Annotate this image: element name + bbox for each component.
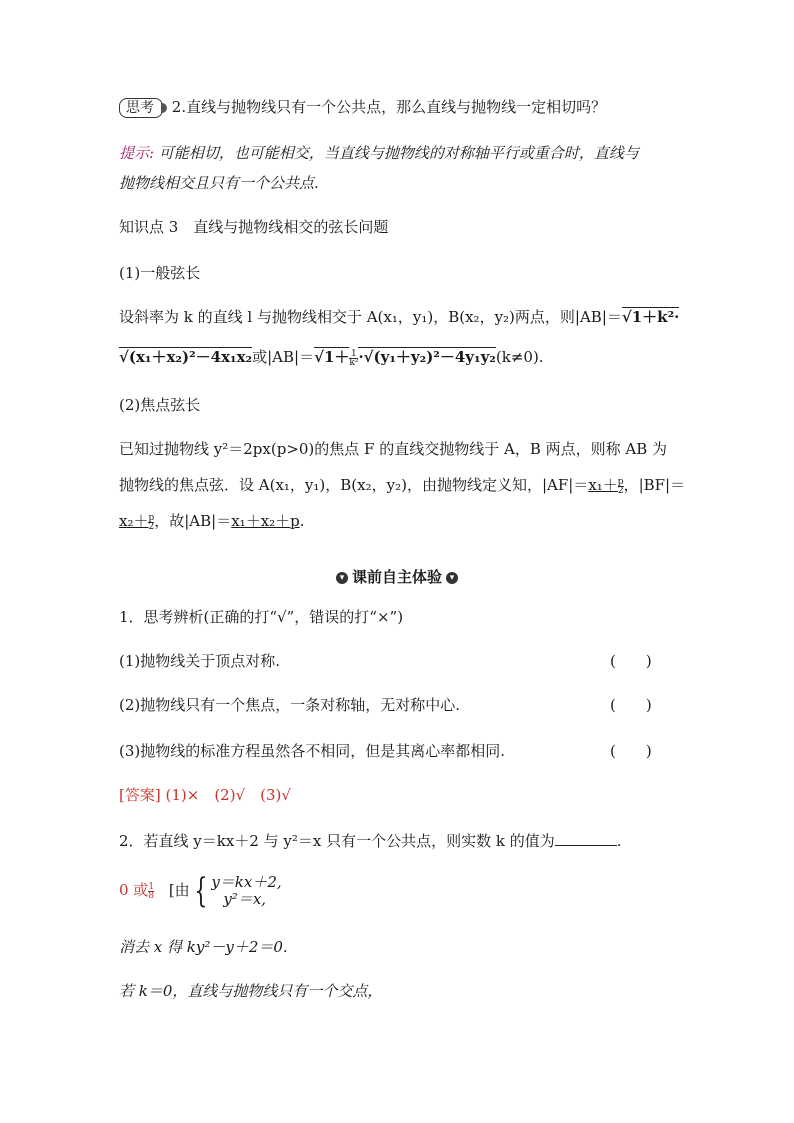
solution-line-3: 消去 x 得 ky²－y＋2＝0. xyxy=(119,938,288,956)
knowledge-title: 知识点 3 直线与抛物线相交的弦长问题 xyxy=(119,218,389,236)
system-eq-1: y＝kx＋2, xyxy=(211,873,282,891)
hint-label: 提示: xyxy=(119,144,155,162)
q1-item-1: (1)抛物线关于顶点对称. xyxy=(119,652,281,670)
bf-text: ，|BF|＝ xyxy=(623,476,686,494)
q1-item-3-paren: ( ) xyxy=(610,742,652,760)
focal-chord-line-1: 已知过抛物线 y²＝2px(p>0)的焦点 F 的直线交抛物线于 A，B 两点，则称 AB 为 xyxy=(119,440,668,458)
equation-system xyxy=(211,874,281,908)
frac-num: p xyxy=(148,512,155,523)
frac-den: 2 xyxy=(617,485,624,496)
chevron-down-icon: ▾ xyxy=(336,572,348,584)
brace: { xyxy=(194,871,207,911)
k-condition: (k≠0). xyxy=(495,348,544,366)
ab-answer: x₁＋x₂＋p xyxy=(231,512,300,530)
sub-heading-focal-chord: (2)焦点弦长 xyxy=(119,396,201,414)
q1-item-1-paren: ( ) xyxy=(610,652,652,670)
frac-den: k² xyxy=(349,357,359,368)
solution-line-4: 若 k＝0，直线与抛物线只有一个交点， xyxy=(119,982,383,1000)
system-eq-2: y²＝x, xyxy=(223,890,267,908)
general-chord-line-1 xyxy=(119,306,679,328)
think-question-line xyxy=(119,96,606,118)
section-title: 课前自主体验 xyxy=(351,568,442,586)
think-badge: 思考 xyxy=(119,98,163,118)
frac-num: 1 xyxy=(148,881,155,892)
focal-chord-line-2 xyxy=(119,474,685,496)
general-chord-text: 设斜率为 k 的直线 l 与抛物线相交于 A(x₁，y₁)，B(x₂，y₂)两点，则|AB|＝ xyxy=(119,308,622,326)
or-text: 或|AB|＝ xyxy=(252,348,315,366)
focal-text-a: 抛物线的焦点弦．设 A(x₁，y₁)，B(x₂，y₂)，由抛物线定义知，|AF|＝ xyxy=(119,476,589,494)
think-question: 2.直线与抛物线只有一个公共点，那么直线与抛物线一定相切吗？ xyxy=(171,98,607,116)
q1-item-2-paren: ( ) xyxy=(610,696,652,714)
q1-item-3: (3)抛物线的标准方程虽然各不相同，但是其离心率都相同. xyxy=(119,742,506,760)
hint-line-1 xyxy=(119,142,639,164)
answer-blank xyxy=(555,831,617,846)
sqrt-expr-1: √1＋k²· xyxy=(621,308,680,326)
sqrt-expr-4: ·√(y₁＋y₂)²－4y₁y₂ xyxy=(358,348,496,366)
q1-answer-line xyxy=(119,784,291,806)
af-expr: x₁＋ xyxy=(588,476,618,494)
q2-answer-line xyxy=(119,871,282,911)
period: . xyxy=(299,512,305,530)
q1-stem: 1．思考辨析(正确的打“√”，错误的打“×”) xyxy=(119,608,404,626)
focal-chord-line-3 xyxy=(119,510,305,532)
frac-den: 8 xyxy=(148,890,155,901)
frac-num: p xyxy=(617,476,624,487)
sqrt-expr-3: √1＋ xyxy=(314,348,350,366)
bf-answer xyxy=(119,512,154,530)
solution-open: [由 xyxy=(168,881,190,899)
hint-text-1: 可能相切，也可能相交，当直线与抛物线的对称轴平行或重合时，直线与 xyxy=(158,144,639,162)
q1-answer: (1)× (2)√ (3)√ xyxy=(165,786,291,804)
section-title-bar xyxy=(0,566,794,587)
sqrt-expr-2: √(x₁＋x₂)²－4x₁x₂ xyxy=(119,348,253,366)
q1-item-2: (2)抛物线只有一个焦点，一条对称轴，无对称中心. xyxy=(119,696,461,714)
q2-stem xyxy=(119,830,622,852)
q2-answer xyxy=(119,881,154,899)
af-answer xyxy=(588,476,623,494)
bf-expr: x₂＋ xyxy=(119,512,149,530)
q2-answer-text: 0 或 xyxy=(119,881,149,899)
sub-heading-general-chord: (1)一般弦长 xyxy=(119,264,201,282)
chevron-down-icon: ▾ xyxy=(446,572,458,584)
answer-label: [答案] xyxy=(119,786,161,804)
q2-stem-end: . xyxy=(616,832,622,850)
hint-text-2: 抛物线相交且只有一个公共点. xyxy=(119,174,319,192)
fraction-1-over-8 xyxy=(148,883,154,900)
q2-stem-text: 2．若直线 y＝kx＋2 与 y²＝x 只有一个公共点，则实数 k 的值为 xyxy=(119,832,555,850)
frac-den: 2 xyxy=(148,521,155,532)
general-chord-line-2 xyxy=(119,346,544,368)
ab-text: ，故|AB|＝ xyxy=(154,512,232,530)
frac-num: 1 xyxy=(351,348,357,359)
